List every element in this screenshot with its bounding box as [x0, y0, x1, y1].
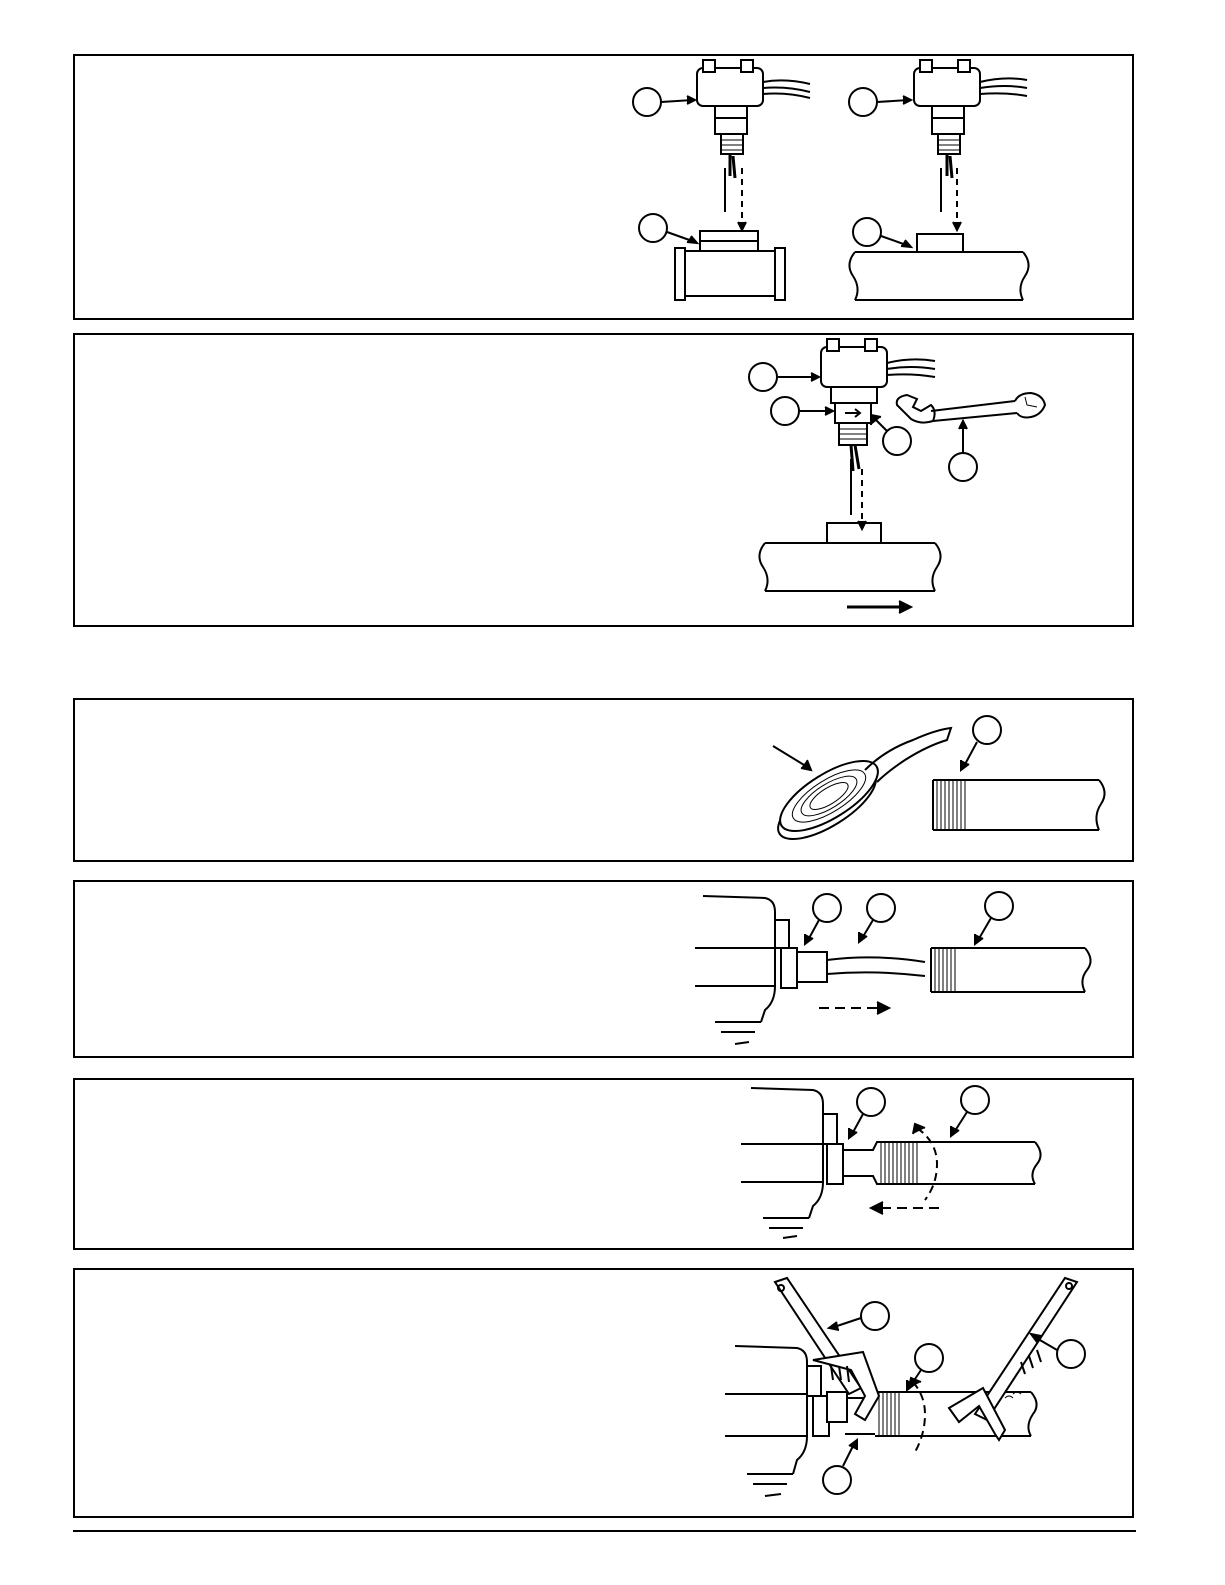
step-panel-5: [73, 1078, 1134, 1250]
level-sensor-right: [914, 60, 1027, 230]
thread-conduit-illustration: [75, 1080, 1136, 1252]
callout-circle: [975, 892, 1013, 944]
threaded-conduit: [933, 780, 1105, 830]
sensor-housing-side: [741, 1088, 843, 1238]
sensor-wrench-flow-illustration: [75, 335, 1136, 629]
threaded-conduit: [931, 948, 1091, 992]
level-sensor: [821, 339, 935, 529]
callout-circle: [951, 1086, 989, 1136]
step-panel-2: [73, 333, 1134, 627]
callout-circle: [829, 1302, 889, 1330]
thread-tape-illustration: [75, 700, 1136, 864]
callout-circle: [849, 1088, 885, 1138]
conduit-alignment-illustration: [75, 882, 1136, 1060]
open-end-wrench: [897, 393, 1045, 423]
sensor-install-tee-illustration: [75, 56, 1136, 322]
callout-circle: [823, 1440, 857, 1494]
wrench-left: [775, 1278, 879, 1422]
wire-leads: [827, 957, 925, 976]
callout-circle: [771, 397, 833, 425]
two-wrench-tighten-illustration: [75, 1270, 1136, 1520]
rotation-arrow-dashed: [909, 1378, 925, 1452]
conduit-threaded-into-housing: [843, 1142, 1041, 1184]
callout-circle: [633, 88, 695, 116]
callout-circle: [961, 716, 1001, 770]
callout-circle: [639, 214, 697, 243]
callout-circle: [1031, 1334, 1085, 1368]
direction-arrow-dashed: [819, 1002, 889, 1014]
footer-rule: [73, 1530, 1136, 1532]
callout-circle: [853, 218, 911, 247]
sensor-housing-side: [695, 896, 827, 1044]
callout-circle: [805, 894, 841, 944]
step-panel-1: [73, 54, 1134, 320]
pipe-tee-right: [849, 234, 1028, 300]
callout-circle: [949, 421, 977, 481]
pipe-tee: [759, 523, 940, 591]
callout-circle: [871, 415, 911, 455]
callout-circle: [849, 88, 911, 116]
callout-circle: [749, 363, 819, 391]
flow-direction-arrow: [847, 601, 911, 613]
step-panel-4: [73, 880, 1134, 1058]
sensor-housing-side: [725, 1346, 829, 1496]
step-panel-6: [73, 1268, 1134, 1518]
thread-tape-roll: [768, 728, 951, 852]
direction-arrow-dashed: [871, 1202, 941, 1214]
step-panel-3: [73, 698, 1134, 862]
callout-circle: [859, 894, 895, 942]
callout-circle: [907, 1344, 943, 1390]
level-sensor-left: [697, 60, 810, 230]
